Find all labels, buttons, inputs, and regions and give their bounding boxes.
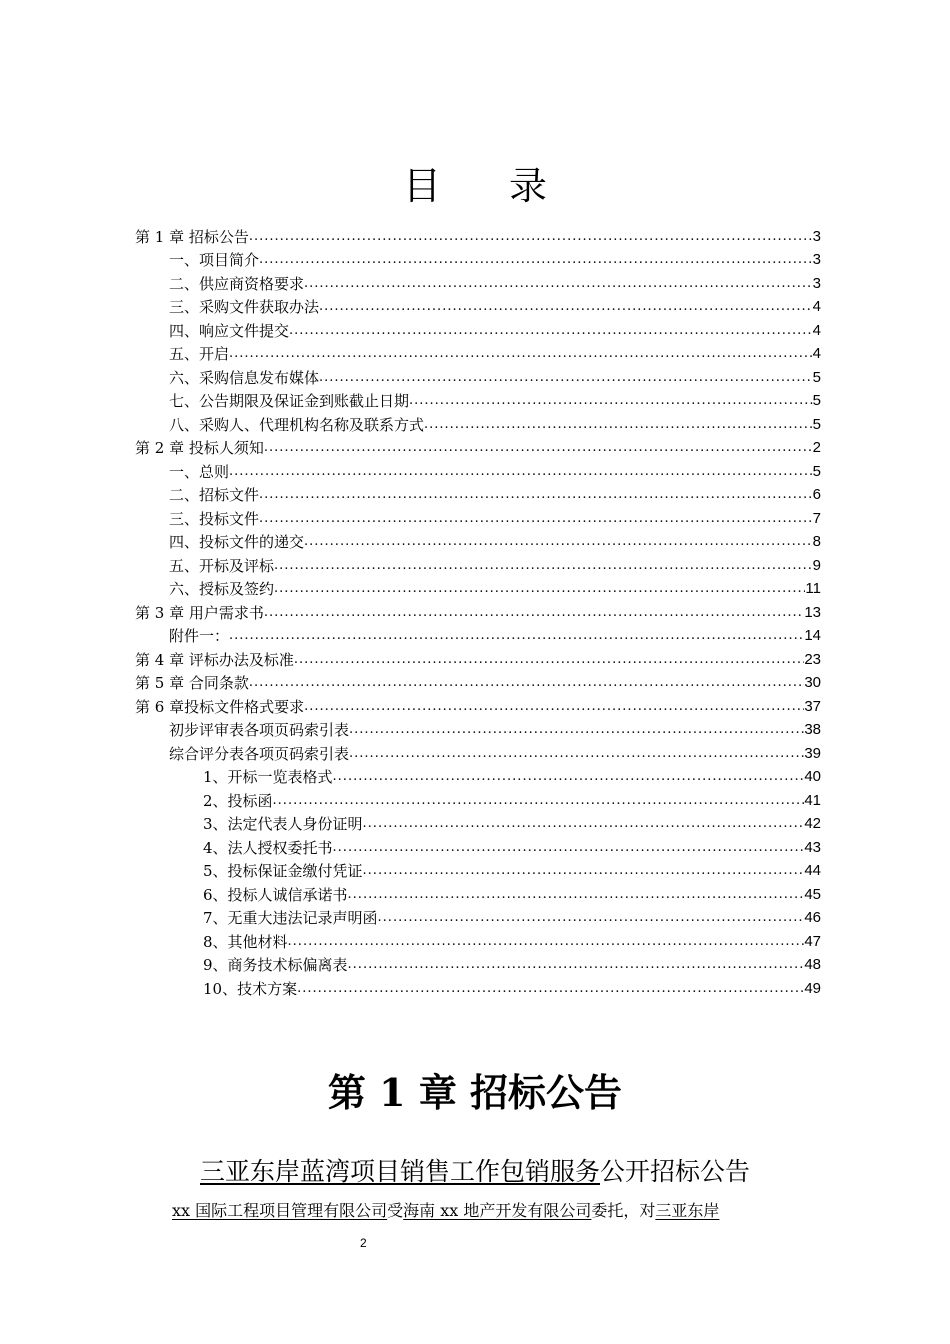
toc-entry[interactable] bbox=[135, 670, 821, 694]
toc-entry-page: 45 bbox=[804, 885, 821, 903]
toc-dot-leader bbox=[274, 556, 813, 576]
toc-entry-title: 二、供应商资格要求 bbox=[169, 274, 305, 293]
toc-entry-page: 3 bbox=[812, 251, 821, 268]
toc-entry-title: 5、投标保证金缴付凭证 bbox=[203, 862, 363, 880]
page-number: 2 bbox=[360, 1236, 367, 1250]
toc-entry[interactable] bbox=[135, 952, 821, 976]
table-of-contents bbox=[135, 223, 821, 999]
toc-entry-title: 五、开启 bbox=[169, 345, 230, 363]
toc-entry-title: 6、投标人诚信承诺书 bbox=[203, 885, 348, 904]
toc-entry-title: 9、商务技术标偏离表 bbox=[203, 956, 348, 974]
toc-dot-leader bbox=[264, 603, 804, 623]
client-name: 海南 xx 地产开发有限公司 bbox=[403, 1201, 592, 1220]
toc-entry-page: 47 bbox=[804, 932, 821, 950]
toc-entry-page: 4 bbox=[812, 298, 821, 315]
toc-entry-page: 6 bbox=[812, 486, 821, 503]
toc-entry-page: 5 bbox=[812, 415, 821, 433]
toc-entry-title: 三、投标文件 bbox=[169, 509, 260, 528]
toc-dot-leader bbox=[229, 344, 813, 364]
toc-entry-title: 第 3 章 用户需求书 bbox=[135, 603, 264, 622]
toc-dot-leader bbox=[274, 579, 805, 599]
toc-entry-title: 四、投标文件的递交 bbox=[169, 533, 305, 551]
toc-entry[interactable] bbox=[135, 223, 821, 247]
notice-body-text bbox=[172, 1198, 832, 1221]
toc-entry-page: 48 bbox=[804, 956, 821, 973]
toc-entry-title: 第 2 章 投标人须知 bbox=[135, 439, 264, 457]
notice-title-suffix: 公开招标公告 bbox=[600, 1157, 751, 1186]
toc-entry[interactable] bbox=[135, 623, 821, 647]
toc-entry-title: 1、开标一览表格式 bbox=[203, 768, 333, 786]
toc-dot-leader bbox=[409, 391, 813, 411]
notice-title-project: 三亚东岸蓝湾项目销售工作包销服务 bbox=[199, 1157, 600, 1186]
toc-dot-leader bbox=[333, 767, 805, 787]
toc-entry-title: 第 4 章 评标办法及标准 bbox=[135, 650, 294, 669]
toc-dot-leader bbox=[259, 509, 813, 529]
toc-dot-leader bbox=[249, 227, 813, 247]
toc-entry[interactable] bbox=[135, 411, 821, 435]
toc-dot-leader bbox=[304, 697, 804, 717]
toc-entry-page: 44 bbox=[804, 862, 821, 879]
toc-entry-page: 11 bbox=[805, 580, 821, 597]
toc-dot-leader bbox=[363, 814, 805, 834]
toc-dot-leader bbox=[348, 885, 805, 905]
toc-dot-leader bbox=[297, 979, 804, 999]
toc-dot-leader bbox=[424, 415, 813, 435]
chapter-heading: 第 1 章 招标公告 bbox=[327, 1070, 623, 1115]
toc-entry-page: 5 bbox=[812, 462, 821, 480]
toc-entry-title: 初步评审表各项页码索引表 bbox=[169, 721, 350, 739]
toc-entry[interactable] bbox=[135, 646, 821, 670]
toc-entry-title: 六、授标及签约 bbox=[169, 580, 275, 598]
toc-entry-title: 四、响应文件提交 bbox=[169, 321, 290, 340]
toc-dot-leader bbox=[378, 908, 805, 928]
toc-entry[interactable] bbox=[135, 975, 821, 999]
toc-entry-page: 3 bbox=[812, 227, 821, 245]
notice-title bbox=[0, 1152, 950, 1188]
toc-entry[interactable] bbox=[135, 787, 821, 811]
toc-entry[interactable] bbox=[135, 270, 821, 294]
toc-entry[interactable] bbox=[135, 858, 821, 882]
toc-entry-title: 二、招标文件 bbox=[169, 486, 260, 504]
toc-entry-title: 10、技术方案 bbox=[203, 979, 298, 998]
toc-entry[interactable] bbox=[135, 247, 821, 271]
toc-entry[interactable] bbox=[135, 717, 821, 741]
toc-entry[interactable] bbox=[135, 764, 821, 788]
toc-entry-title: 7、无重大违法记录声明函 bbox=[203, 909, 378, 927]
toc-entry[interactable] bbox=[135, 482, 821, 506]
toc-entry-page: 30 bbox=[804, 674, 821, 691]
toc-entry-page: 38 bbox=[804, 721, 821, 738]
toc-dot-leader bbox=[229, 626, 804, 646]
body-text-1: 受 bbox=[387, 1201, 404, 1220]
toc-dot-leader bbox=[273, 791, 805, 811]
toc-entry[interactable] bbox=[135, 576, 821, 600]
toc-entry-title: 2、投标函 bbox=[203, 791, 273, 810]
toc-dot-leader bbox=[304, 532, 813, 552]
toc-entry-page: 4 bbox=[812, 345, 821, 362]
toc-entry-page: 40 bbox=[804, 768, 821, 785]
toc-dot-leader bbox=[294, 650, 804, 670]
toc-entry-page: 37 bbox=[804, 697, 821, 715]
toc-dot-leader bbox=[349, 744, 804, 764]
toc-entry-title: 一、项目简介 bbox=[169, 251, 260, 269]
toc-entry-title: 三、采购文件获取办法 bbox=[169, 298, 320, 316]
toc-entry-page: 9 bbox=[812, 556, 821, 574]
toc-entry-page: 46 bbox=[804, 909, 821, 926]
toc-dot-leader bbox=[259, 250, 813, 270]
toc-entry[interactable] bbox=[135, 905, 821, 929]
toc-dot-leader bbox=[249, 673, 804, 693]
toc-entry-title: 八、采购人、代理机构名称及联系方式 bbox=[169, 415, 425, 434]
toc-dot-leader bbox=[259, 485, 813, 505]
toc-dot-leader bbox=[304, 274, 813, 294]
toc-entry[interactable] bbox=[135, 388, 821, 412]
toc-entry[interactable] bbox=[135, 341, 821, 365]
toc-entry[interactable] bbox=[135, 834, 821, 858]
toc-entry-page: 41 bbox=[804, 791, 821, 809]
toc-dot-leader bbox=[229, 462, 813, 482]
toc-entry-title: 附件一： bbox=[169, 627, 230, 645]
toc-title: 目 录 bbox=[402, 164, 576, 208]
toc-entry[interactable] bbox=[135, 928, 821, 952]
toc-entry-title: 4、法人授权委托书 bbox=[203, 838, 333, 857]
toc-dot-leader bbox=[333, 838, 805, 858]
toc-entry-page: 42 bbox=[804, 815, 821, 832]
toc-entry-page: 14 bbox=[804, 627, 821, 644]
toc-entry-page: 2 bbox=[812, 439, 821, 456]
toc-entry-page: 23 bbox=[804, 650, 821, 668]
toc-entry-title: 3、法定代表人身份证明 bbox=[203, 815, 363, 833]
toc-entry[interactable] bbox=[135, 294, 821, 318]
toc-entry[interactable] bbox=[135, 364, 821, 388]
toc-entry-title: 综合评分表各项页码索引表 bbox=[169, 744, 350, 763]
toc-dot-leader bbox=[348, 955, 805, 975]
toc-entry[interactable] bbox=[135, 458, 821, 482]
toc-dot-leader bbox=[289, 321, 813, 341]
toc-entry[interactable] bbox=[135, 693, 821, 717]
toc-dot-leader bbox=[319, 297, 813, 317]
toc-entry[interactable] bbox=[135, 811, 821, 835]
toc-entry[interactable] bbox=[135, 881, 821, 905]
toc-dot-leader bbox=[264, 438, 813, 458]
toc-entry[interactable] bbox=[135, 435, 821, 459]
toc-dot-leader bbox=[288, 932, 805, 952]
toc-entry-title: 第 6 章投标文件格式要求 bbox=[135, 697, 305, 716]
toc-dot-leader bbox=[319, 368, 813, 388]
toc-entry[interactable] bbox=[135, 505, 821, 529]
toc-dot-leader bbox=[363, 861, 805, 881]
toc-entry-title: 七、公告期限及保证金到账截止日期 bbox=[169, 392, 410, 410]
toc-entry-title: 一、总则 bbox=[169, 462, 230, 481]
toc-entry-page: 3 bbox=[812, 274, 821, 292]
project-name: 三亚东岸 bbox=[655, 1201, 720, 1220]
toc-entry-title: 8、其他材料 bbox=[203, 932, 288, 951]
toc-entry-page: 4 bbox=[812, 321, 821, 339]
toc-entry-page: 5 bbox=[812, 392, 821, 409]
toc-entry-title: 第 1 章 招标公告 bbox=[135, 227, 249, 246]
toc-entry-title: 第 5 章 合同条款 bbox=[135, 674, 249, 692]
toc-entry[interactable] bbox=[135, 552, 821, 576]
toc-entry[interactable] bbox=[135, 317, 821, 341]
toc-entry-title: 六、采购信息发布媒体 bbox=[169, 368, 320, 387]
toc-entry-title: 五、开标及评标 bbox=[169, 556, 275, 575]
toc-entry[interactable] bbox=[135, 740, 821, 764]
body-text-2: 委托，对 bbox=[591, 1201, 656, 1220]
toc-entry-page: 7 bbox=[812, 509, 821, 527]
toc-entry-page: 13 bbox=[804, 603, 821, 621]
toc-entry[interactable] bbox=[135, 599, 821, 623]
toc-entry-page: 43 bbox=[804, 838, 821, 856]
toc-entry-page: 5 bbox=[812, 368, 821, 386]
toc-entry-page: 8 bbox=[812, 533, 821, 550]
agency-name: xx 国际工程项目管理有限公司 bbox=[172, 1201, 388, 1220]
toc-dot-leader bbox=[349, 720, 804, 740]
toc-entry-page: 49 bbox=[804, 979, 821, 997]
toc-entry-page: 39 bbox=[804, 744, 821, 762]
toc-entry[interactable] bbox=[135, 529, 821, 553]
